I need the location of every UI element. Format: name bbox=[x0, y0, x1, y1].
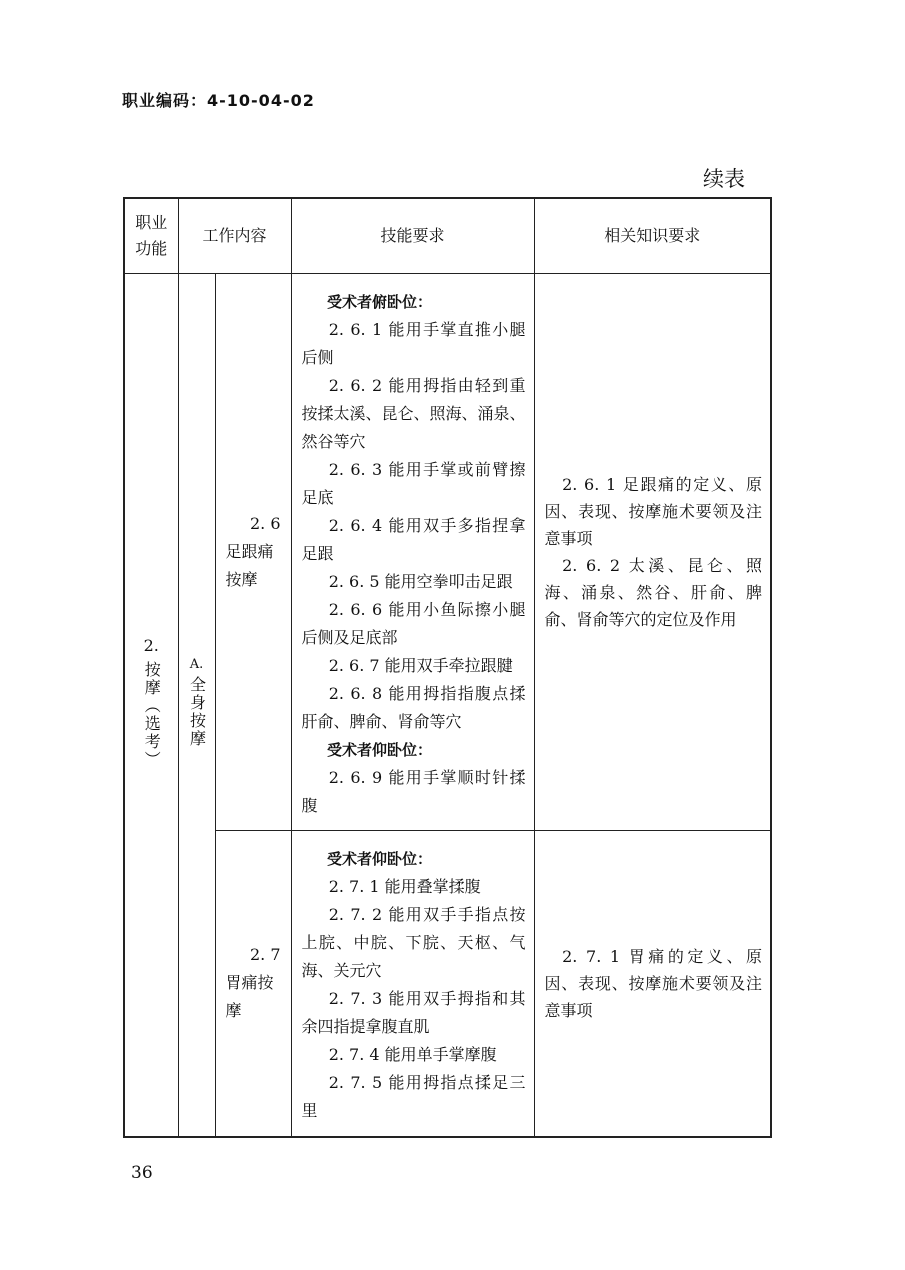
skill-item: 2. 7. 5 能用拇指点揉足三里 bbox=[301, 1073, 526, 1120]
sub-content-cell bbox=[215, 274, 291, 831]
table-row bbox=[124, 274, 771, 831]
position-label: 受术者仰卧位： bbox=[327, 741, 433, 759]
table-header-row bbox=[124, 198, 771, 274]
sub-content-number: 2. 6 bbox=[249, 514, 281, 533]
knowledge-cell bbox=[534, 274, 771, 831]
skill-item: 2. 6. 3 能用手掌或前臂擦足底 bbox=[301, 460, 526, 507]
knowledge-item: 2. 6. 2 太溪、昆仑、照海、涌泉、然谷、肝俞、脾俞、肾俞等穴的定位及作用 bbox=[544, 556, 763, 629]
knowledge-item: 2. 6. 1 足跟痛的定义、原因、表现、按摩施术要领及注意事项 bbox=[544, 475, 763, 548]
skill-item: 2. 6. 6 能用小鱼际擦小腿后侧及足底部 bbox=[301, 600, 526, 647]
function-number: 2. bbox=[143, 636, 159, 656]
column-header-knowledge: 相关知识要求 bbox=[534, 198, 771, 274]
function-cell bbox=[124, 274, 178, 1137]
skill-item: 2. 6. 5 能用空拳叩击足跟 bbox=[328, 572, 513, 591]
sub-content-number: 2. 7 bbox=[249, 945, 281, 965]
knowledge-cell bbox=[534, 831, 771, 1137]
table-row bbox=[124, 831, 771, 1137]
sub-content-cell bbox=[215, 831, 291, 1137]
skills-cell bbox=[291, 274, 534, 831]
skill-item: 2. 6. 2 能用拇指由轻到重按揉太溪、昆仑、照海、涌泉、然谷等穴 bbox=[301, 376, 526, 451]
sub-content-name: 足跟痛按摩 bbox=[225, 542, 274, 589]
work-content-cell bbox=[178, 274, 215, 1137]
position-label: 受术者仰卧位： bbox=[327, 850, 433, 868]
skill-item: 2. 7. 2 能用双手手指点按上脘、中脘、下脘、天枢、气海、关元穴 bbox=[301, 905, 526, 980]
skill-item: 2. 6. 9 能用手掌顺时针揉腹 bbox=[301, 768, 526, 815]
skill-item: 2. 6. 7 能用双手牵拉跟腱 bbox=[328, 656, 513, 675]
knowledge-item: 2. 7. 1 胃痛的定义、原因、表现、按摩施术要领及注意事项 bbox=[544, 946, 763, 1020]
skill-item: 2. 6. 8 能用拇指指腹点揉肝俞、脾俞、肾俞等穴 bbox=[301, 684, 526, 731]
function-name: 按摩（选考） bbox=[142, 661, 162, 770]
sub-content-name: 胃痛按摩 bbox=[225, 973, 274, 1021]
occupation-code: 职业编码：4-10-04-02 bbox=[122, 91, 315, 110]
skills-cell bbox=[291, 831, 534, 1137]
work-content-name: 全身按摩 bbox=[187, 676, 207, 749]
skill-item: 2. 6. 4 能用双手多指捏拿足跟 bbox=[301, 516, 526, 563]
continued-label: 续表 bbox=[703, 167, 745, 191]
column-header-function: 职业功能 bbox=[124, 198, 178, 274]
skill-item: 2. 7. 1 能用叠掌揉腹 bbox=[328, 877, 481, 896]
skill-item: 2. 7. 3 能用双手拇指和其余四指提拿腹直肌 bbox=[301, 989, 526, 1036]
page-number: 36 bbox=[131, 1163, 153, 1183]
skill-item: 2. 6. 1 能用手掌直推小腿后侧 bbox=[301, 320, 526, 367]
position-label: 受术者俯卧位： bbox=[327, 293, 433, 311]
column-header-skills: 技能要求 bbox=[291, 198, 534, 274]
skills-table bbox=[123, 197, 772, 1138]
column-header-work-content: 工作内容 bbox=[178, 198, 291, 274]
skill-item: 2. 7. 4 能用单手掌摩腹 bbox=[328, 1045, 497, 1064]
work-content-label: A. bbox=[189, 657, 204, 673]
